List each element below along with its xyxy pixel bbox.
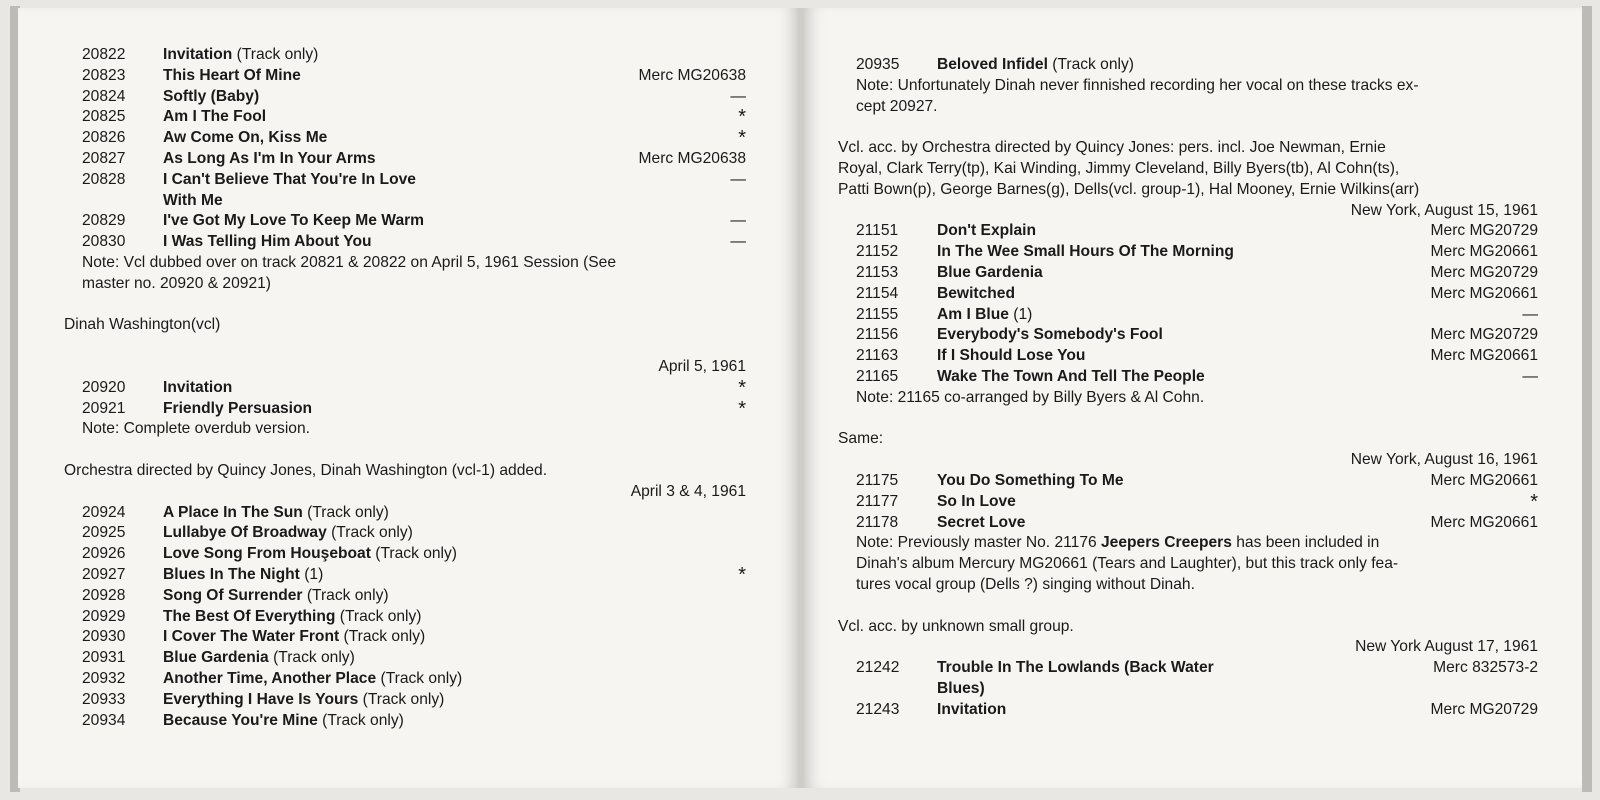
- track-title-cell: [937, 679, 985, 700]
- note-line: Note: Vcl dubbed over on track 20821 & 20822 on April 5, 1961 Session (See: [82, 253, 617, 271]
- session-heading: Orchestra directed by Quincy Jones, Dinah Washington (vcl-1) added.: [64, 461, 548, 479]
- track-row: [18, 107, 798, 128]
- release-reference: —: [730, 170, 746, 188]
- master-number: 21154: [856, 284, 899, 302]
- note-line: Dinah's album Mercury MG20661 (Tears and Laughter), but this track only fea-: [856, 555, 1399, 573]
- track-row: [804, 367, 1582, 388]
- track-title: Another Time, Another Place: [163, 669, 377, 687]
- track-title: Friendly Persuasion: [163, 399, 313, 417]
- track-title-cell: [937, 367, 1205, 388]
- track-row: [18, 711, 798, 732]
- track-row: [804, 284, 1582, 305]
- track-title: Blue Gardenia: [937, 263, 1043, 281]
- track-row: [18, 191, 798, 212]
- track-row: [18, 170, 798, 191]
- master-number: 20927: [82, 565, 126, 583]
- track-title: I Can't Believe That You're In Love: [163, 170, 416, 188]
- session-date: April 3 & 4, 1961: [630, 482, 746, 500]
- release-reference: *: [1530, 490, 1538, 513]
- release-reference: Merc MG20729: [1430, 326, 1538, 344]
- master-number: 20932: [82, 669, 126, 687]
- track-list-a: [18, 45, 798, 253]
- track-title: Aw Come On, Kiss Me: [163, 129, 328, 147]
- right-page-content: [804, 55, 1582, 721]
- track-list-c: [18, 503, 798, 732]
- release-reference: —: [1522, 367, 1538, 385]
- release-reference: Merc MG20661: [1430, 243, 1538, 261]
- track-title-cell: [163, 211, 424, 232]
- track-title-cell: [937, 471, 1124, 492]
- track-row: [804, 679, 1582, 700]
- master-number: 20826: [82, 129, 126, 147]
- master-number: 20930: [82, 628, 126, 646]
- master-number: 21165: [856, 367, 899, 385]
- track-title: Trouble In The Lowlands (Back Water: [937, 659, 1214, 677]
- track-suffix: (Track only): [370, 545, 457, 563]
- master-number: 20920: [82, 378, 126, 396]
- track-title-cell: [163, 170, 416, 191]
- session-date: New York, August 16, 1961: [1350, 451, 1538, 469]
- track-title: In The Wee Small Hours Of The Morning: [937, 243, 1234, 261]
- master-number: 21151: [856, 222, 899, 240]
- master-number: 21152: [856, 243, 899, 261]
- track-row: [18, 149, 798, 170]
- track-suffix: (Track only): [335, 607, 422, 625]
- track-row: [18, 544, 798, 565]
- track-title: Don't Explain: [937, 222, 1037, 240]
- track-title-cell: [163, 607, 422, 628]
- right-page: [804, 8, 1582, 788]
- release-reference: *: [738, 376, 746, 399]
- release-reference: Merc MG20661: [1430, 284, 1538, 302]
- release-reference: Merc MG20638: [638, 66, 746, 84]
- track-title: Song Of Surrender: [163, 586, 303, 604]
- track-title-cell: [937, 513, 1025, 534]
- master-number: 20825: [82, 108, 126, 126]
- track-title: Am I The Fool: [163, 108, 267, 126]
- track-title: Love Song From Houşeboat: [163, 545, 371, 563]
- note-line: [804, 533, 1582, 554]
- master-number: 21177: [856, 492, 899, 510]
- track-title: This Heart Of Mine: [163, 66, 301, 84]
- master-number: 20926: [82, 545, 126, 563]
- master-number: 20921: [82, 399, 126, 417]
- track-title: A Place In The Sun: [163, 503, 303, 521]
- track-title-cell: [163, 544, 457, 565]
- master-number: 21178: [856, 513, 899, 531]
- track-row: [804, 658, 1582, 679]
- personnel-line: Patti Bown(p), George Barnes(g), Dells(vcl. group-1), Hal Mooney, Ernie Wilkins(arr): [838, 180, 1420, 198]
- track-title-cell: [163, 627, 425, 648]
- track-title-cell: [163, 648, 355, 669]
- release-reference: Merc 832573-2: [1433, 659, 1538, 677]
- release-reference: —: [730, 212, 746, 230]
- release-reference: *: [738, 106, 746, 129]
- track-row: [18, 399, 798, 420]
- track-title-cell: [163, 399, 312, 420]
- master-number: 20823: [82, 66, 126, 84]
- track-title-cell: [937, 284, 1015, 305]
- track-row: [18, 586, 798, 607]
- master-number: 21153: [856, 263, 899, 281]
- master-number: 20934: [82, 711, 126, 729]
- personnel-line: Royal, Clark Terry(tp), Kai Winding, Jimmy Cleveland, Billy Byers(tb), Al Cohn(ts),: [838, 159, 1400, 177]
- track-title: With Me: [163, 191, 223, 209]
- master-number: 20929: [82, 607, 126, 625]
- master-number: 20829: [82, 212, 126, 230]
- track-row: [18, 128, 798, 149]
- note-line: Note: 21165 co-arranged by Billy Byers & Al Cohn.: [856, 388, 1205, 406]
- release-reference: Merc MG20661: [1430, 513, 1538, 531]
- track-suffix: (Track only): [232, 46, 319, 63]
- track-title-cell: [937, 325, 1163, 346]
- track-title-cell: [163, 378, 232, 399]
- track-title-cell: [163, 669, 462, 690]
- track-title: I've Got My Love To Keep Me Warm: [163, 212, 425, 230]
- track-suffix: (Track only): [376, 669, 463, 687]
- track-title: Lullabye Of Broadway: [163, 524, 327, 542]
- track-row: [804, 221, 1582, 242]
- track-title: Am I Blue: [937, 305, 1009, 323]
- release-reference: —: [730, 233, 746, 251]
- track-title-cell: [163, 586, 389, 607]
- note-line: master no. 20920 & 20921): [82, 274, 271, 292]
- release-reference: Merc MG20638: [638, 149, 746, 167]
- session-heading: Dinah Washington(vcl): [64, 316, 221, 334]
- session-heading: Same:: [838, 430, 884, 448]
- track-title-cell: [163, 45, 318, 66]
- track-title: Invitation: [937, 700, 1007, 718]
- release-reference: Merc MG20729: [1430, 700, 1538, 718]
- track-title-cell: [937, 221, 1036, 242]
- note-line: tures vocal group (Dells ?) singing without Dinah.: [856, 575, 1195, 593]
- track-row: [804, 471, 1582, 492]
- note-line: cept 20927.: [856, 97, 938, 115]
- release-reference: Merc MG20729: [1430, 263, 1538, 281]
- track-list-d: [804, 658, 1582, 720]
- left-page-content: [18, 45, 798, 731]
- track-suffix: (Track only): [302, 503, 389, 521]
- track-title-cell: [163, 87, 259, 108]
- track-title: Softly (Baby): [163, 87, 260, 105]
- track-title-cell: [163, 565, 323, 586]
- release-reference: —: [1522, 305, 1538, 323]
- track-title: Secret Love: [937, 513, 1026, 531]
- track-row: [804, 700, 1582, 721]
- track-row: [18, 607, 798, 628]
- master-number: 20822: [82, 46, 126, 63]
- master-number: 20925: [82, 524, 126, 542]
- session-heading: Vcl. acc. by unknown small group.: [838, 617, 1074, 635]
- track-title-cell: [937, 700, 1006, 721]
- release-reference: Merc MG20661: [1430, 471, 1538, 489]
- track-title-cell: [163, 690, 444, 711]
- track-title: Invitation: [163, 46, 233, 63]
- track-row: [18, 648, 798, 669]
- track-title: You Do Something To Me: [937, 471, 1124, 489]
- track-title: As Long As I'm In Your Arms: [163, 149, 376, 167]
- track-title: Beloved Infidel: [937, 56, 1048, 73]
- track-row: [804, 305, 1582, 326]
- track-row: [804, 55, 1582, 76]
- session-date: April 5, 1961: [658, 357, 746, 375]
- release-reference: Merc MG20729: [1430, 222, 1538, 240]
- track-title: Blues): [937, 679, 985, 697]
- track-row: [804, 325, 1582, 346]
- note-song-title: Jeepers Creepers: [1101, 534, 1232, 552]
- track-title: I Cover The Water Front: [163, 628, 340, 646]
- track-row: [18, 627, 798, 648]
- track-suffix: (Track only): [326, 524, 413, 542]
- track-title: Invitation: [163, 378, 233, 396]
- track-title: Wake The Town And Tell The People: [937, 367, 1205, 385]
- track-row: [18, 690, 798, 711]
- note-line: Note: Unfortunately Dinah never finnished recording her vocal on these tracks ex-: [856, 76, 1419, 94]
- track-suffix: (Track only): [268, 649, 355, 667]
- track-row: [18, 45, 798, 66]
- track-suffix: (Track only): [302, 586, 389, 604]
- track-row: [18, 87, 798, 108]
- master-number: 20931: [82, 649, 126, 667]
- track-row: [18, 232, 798, 253]
- track-row: [804, 513, 1582, 534]
- track-title: So In Love: [937, 492, 1016, 510]
- master-number: 21242: [856, 659, 900, 677]
- track-list-a: [804, 55, 1582, 76]
- track-list-c: [804, 471, 1582, 533]
- master-number: 21155: [856, 305, 899, 323]
- track-title-cell: [163, 711, 404, 732]
- release-reference: Merc MG20661: [1430, 347, 1538, 365]
- left-page: [18, 8, 798, 788]
- track-title: Blue Gardenia: [163, 649, 269, 667]
- track-title-cell: [937, 658, 1214, 679]
- track-row: [18, 503, 798, 524]
- track-suffix: (Track only): [317, 711, 404, 729]
- track-title-cell: [163, 107, 266, 128]
- track-row: [18, 211, 798, 232]
- track-row: [18, 66, 798, 87]
- track-title-cell: [937, 242, 1234, 263]
- right-page-edge: [1582, 6, 1592, 792]
- track-title: I Was Telling Him About You: [163, 233, 372, 251]
- master-number: 20827: [82, 149, 126, 167]
- session-date: New York, August 15, 1961: [1350, 201, 1538, 219]
- master-number: 20935: [856, 56, 900, 73]
- master-number: 20933: [82, 690, 126, 708]
- note-text: Note: Previously master No. 21176: [856, 534, 1101, 552]
- track-title-cell: [937, 305, 1032, 326]
- track-row: [18, 565, 798, 586]
- track-title-cell: [163, 232, 372, 253]
- track-title-cell: [937, 346, 1085, 367]
- track-title-cell: [937, 492, 1016, 513]
- track-suffix: (Track only): [339, 628, 426, 646]
- track-title-cell: [163, 128, 327, 149]
- master-number: 20824: [82, 87, 126, 105]
- master-number: 20924: [82, 503, 126, 521]
- master-number: 21163: [856, 347, 899, 365]
- track-row: [18, 669, 798, 690]
- track-suffix: (1): [1008, 305, 1033, 323]
- track-row: [18, 523, 798, 544]
- track-title-cell: [937, 263, 1043, 284]
- track-title-cell: [163, 523, 413, 544]
- personnel-line: Vcl. acc. by Orchestra directed by Quincy Jones: pers. incl. Joe Newman, Ernie: [838, 139, 1386, 157]
- track-title: Everybody's Somebody's Fool: [937, 326, 1163, 344]
- track-title: The Best Of Everything: [163, 607, 336, 625]
- track-row: [804, 492, 1582, 513]
- track-list-b: [804, 221, 1582, 387]
- note-line: Note: Complete overdub version.: [82, 420, 310, 438]
- track-title-cell: [163, 503, 389, 524]
- release-reference: *: [738, 563, 746, 586]
- track-title: Bewitched: [937, 284, 1015, 302]
- track-row: [804, 242, 1582, 263]
- track-row: [804, 263, 1582, 284]
- track-title-cell: [937, 55, 1134, 76]
- track-suffix: (Track only): [1047, 56, 1134, 73]
- release-reference: *: [738, 397, 746, 420]
- track-row: [18, 378, 798, 399]
- session-date: New York August 17, 1961: [1355, 638, 1538, 656]
- track-title-cell: [163, 191, 223, 212]
- master-number: 20830: [82, 233, 126, 251]
- master-number: 21175: [856, 471, 899, 489]
- release-reference: *: [738, 127, 746, 150]
- track-title: Blues In The Night: [163, 565, 300, 583]
- master-number: 21243: [856, 700, 900, 718]
- master-number: 21156: [856, 326, 899, 344]
- track-list-b: [18, 378, 798, 420]
- track-title: If I Should Lose You: [937, 347, 1086, 365]
- master-number: 20828: [82, 170, 126, 188]
- track-title: Because You're Mine: [163, 711, 318, 729]
- track-suffix: (Track only): [358, 690, 445, 708]
- track-title-cell: [163, 66, 301, 87]
- release-reference: —: [730, 87, 746, 105]
- track-title: Everything I Have Is Yours: [163, 690, 359, 708]
- track-suffix: (1): [299, 565, 324, 583]
- track-title-cell: [163, 149, 376, 170]
- master-number: 20928: [82, 586, 126, 604]
- track-row: [804, 346, 1582, 367]
- note-text: has been included in: [1231, 534, 1380, 552]
